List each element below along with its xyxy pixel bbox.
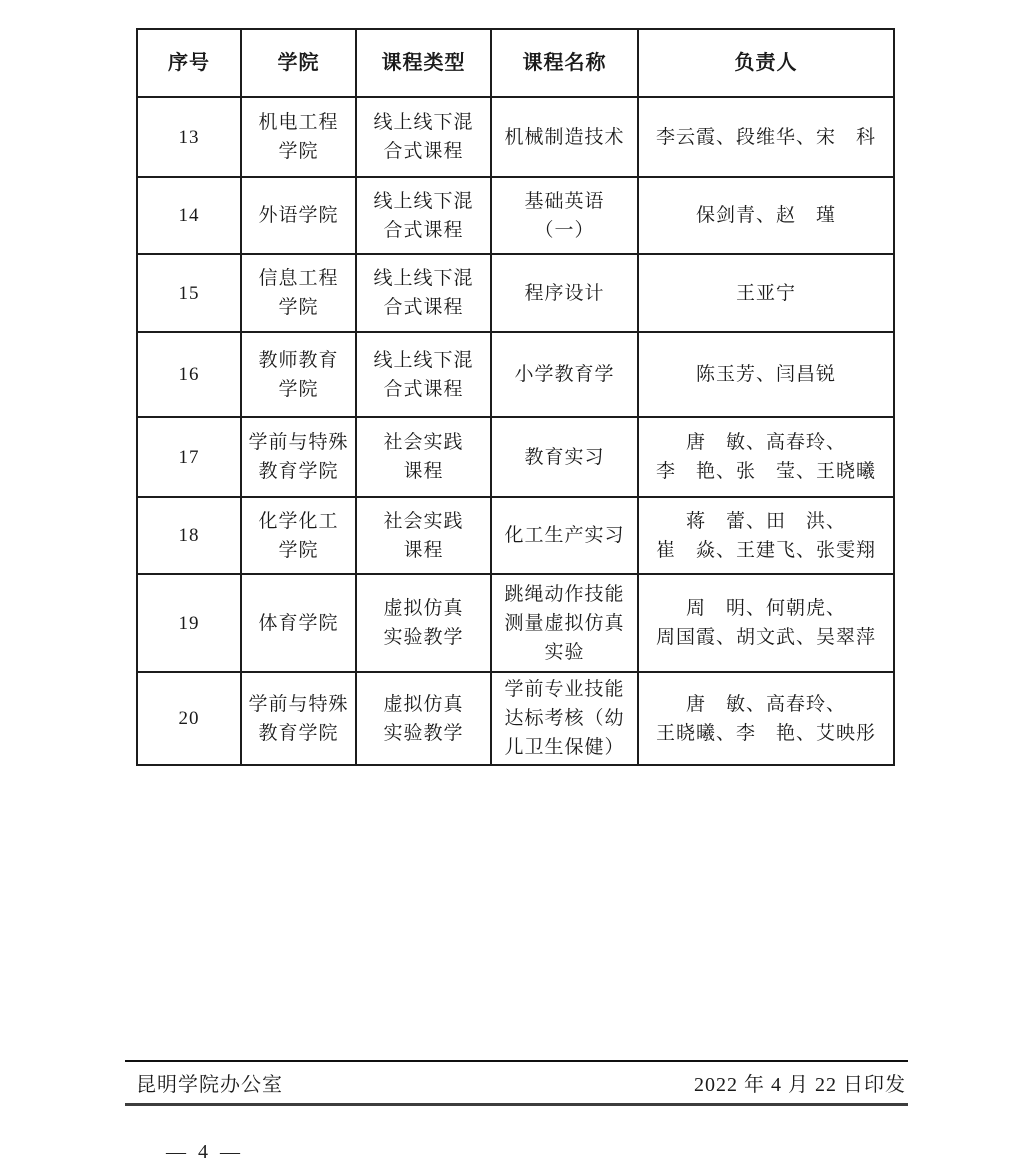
cell-seq: 13 [137, 97, 241, 177]
cell-seq: 20 [137, 672, 241, 765]
cell-seq: 15 [137, 254, 241, 332]
cell-course: 机械制造技术 [491, 97, 638, 177]
cell-type: 社会实践 课程 [356, 417, 491, 497]
table-row [137, 417, 894, 497]
footer-date: 2022 年 4 月 22 日印发 [694, 1074, 906, 1096]
cell-seq: 18 [137, 497, 241, 574]
cell-college: 学前与特殊 教育学院 [241, 672, 356, 765]
cell-names: 陈玉芳、闫昌锐 [638, 332, 894, 417]
cell-type: 线上线下混 合式课程 [356, 97, 491, 177]
cell-course: 程序设计 [491, 254, 638, 332]
col-header-type: 课程类型 [356, 29, 491, 97]
cell-names: 唐 敏、高春玲、 李 艳、张 莹、王晓曦 [638, 417, 894, 497]
cell-college: 机电工程 学院 [241, 97, 356, 177]
cell-names: 李云霞、段维华、宋 科 [638, 97, 894, 177]
footer-rule-bottom [125, 1103, 908, 1106]
cell-seq: 17 [137, 417, 241, 497]
cell-course: 教育实习 [491, 417, 638, 497]
cell-college: 化学化工 学院 [241, 497, 356, 574]
cell-type: 线上线下混 合式课程 [356, 332, 491, 417]
cell-course: 化工生产实习 [491, 497, 638, 574]
cell-type: 线上线下混 合式课程 [356, 254, 491, 332]
table-row [137, 332, 894, 417]
cell-course: 基础英语 （一） [491, 177, 638, 254]
cell-type: 虚拟仿真 实验教学 [356, 574, 491, 672]
course-table-body [137, 97, 894, 765]
course-table [136, 28, 895, 766]
col-header-seq: 序号 [137, 29, 241, 97]
cell-seq: 14 [137, 177, 241, 254]
cell-names: 唐 敏、高春玲、 王晓曦、李 艳、艾映彤 [638, 672, 894, 765]
table-row [137, 497, 894, 574]
footer-issuer: 昆明学院办公室 [136, 1074, 283, 1096]
cell-type: 社会实践 课程 [356, 497, 491, 574]
course-table-header [137, 29, 894, 97]
cell-type: 线上线下混 合式课程 [356, 177, 491, 254]
col-header-college: 学院 [241, 29, 356, 97]
footer-text-row [125, 1062, 908, 1103]
table-row [137, 254, 894, 332]
cell-college: 外语学院 [241, 177, 356, 254]
page-number: — 4 — [166, 1141, 240, 1163]
cell-names: 周 明、何朝虎、 周国霞、胡文武、吴翠萍 [638, 574, 894, 672]
document-footer [125, 1060, 908, 1106]
cell-college: 体育学院 [241, 574, 356, 672]
cell-seq: 19 [137, 574, 241, 672]
cell-course: 学前专业技能 达标考核（幼 儿卫生保健） [491, 672, 638, 765]
table-row [137, 177, 894, 254]
table-row [137, 574, 894, 672]
cell-names: 王亚宁 [638, 254, 894, 332]
header-row [137, 29, 894, 97]
table-row [137, 97, 894, 177]
cell-course: 跳绳动作技能 测量虚拟仿真 实验 [491, 574, 638, 672]
cell-names: 蒋 蕾、田 洪、 崔 焱、王建飞、张雯翔 [638, 497, 894, 574]
cell-college: 信息工程 学院 [241, 254, 356, 332]
col-header-course: 课程名称 [491, 29, 638, 97]
cell-names: 保剑青、赵 瑾 [638, 177, 894, 254]
cell-course: 小学教育学 [491, 332, 638, 417]
cell-college: 教师教育 学院 [241, 332, 356, 417]
cell-type: 虚拟仿真 实验教学 [356, 672, 491, 765]
table-row [137, 672, 894, 765]
col-header-names: 负责人 [638, 29, 894, 97]
cell-college: 学前与特殊 教育学院 [241, 417, 356, 497]
cell-seq: 16 [137, 332, 241, 417]
